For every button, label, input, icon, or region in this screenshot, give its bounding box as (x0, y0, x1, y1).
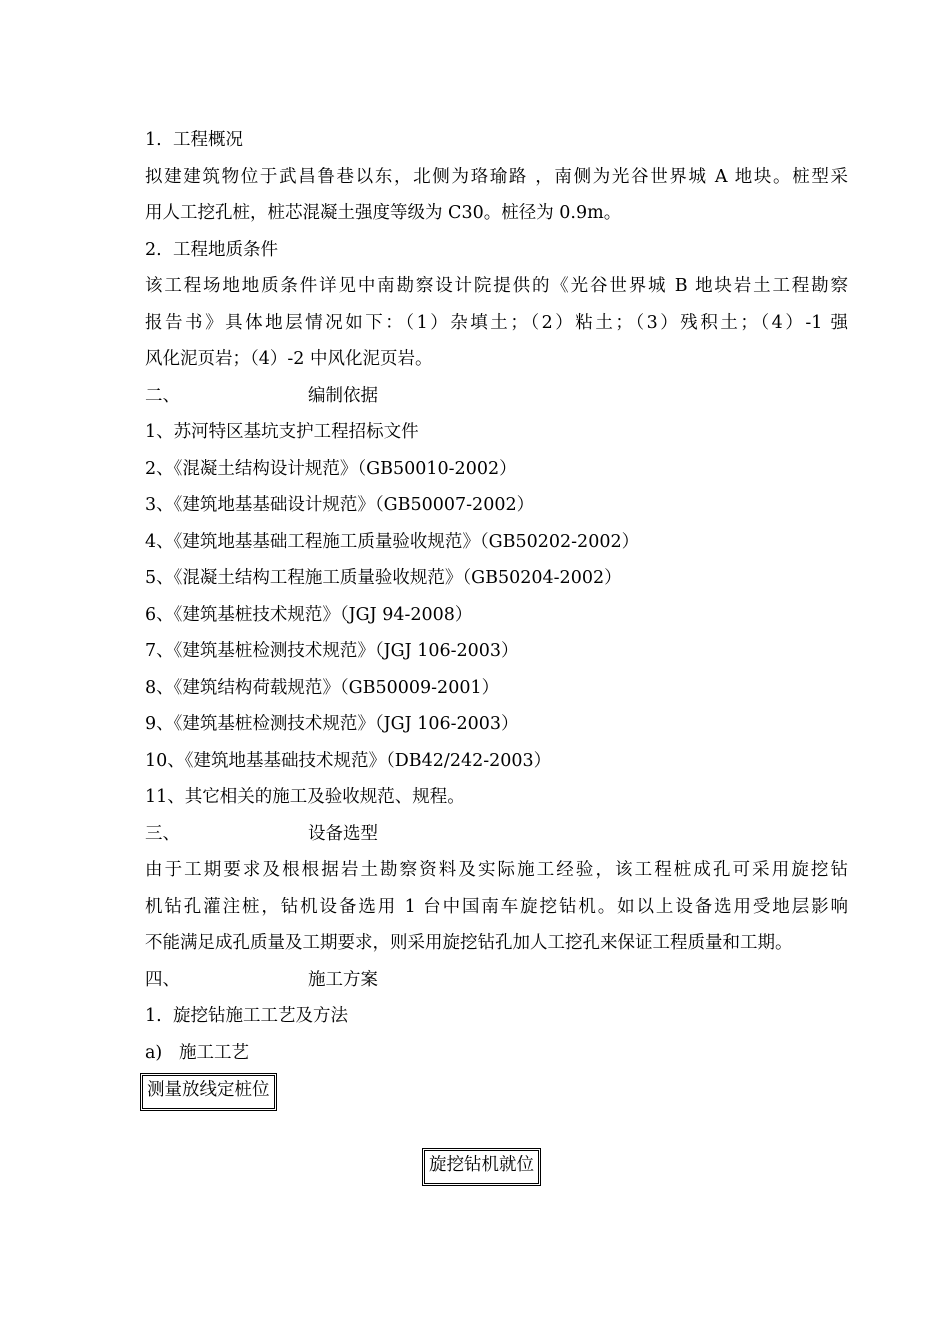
basis-item: 8、《建筑结构荷载规范》（GB50009-2001） (145, 678, 500, 698)
basis-item: 2、《混凝土结构设计规范》（GB50010-2002） (145, 459, 517, 479)
basis-item: 7、《建筑基桩检测技术规范》（JGJ 106-2003） (145, 641, 519, 661)
plan-sub-a-number: a) (145, 1043, 163, 1063)
section1-number: 1. (145, 130, 162, 150)
section1-para-line-2: 用人工挖孔桩，桩芯混凝土强度等级为 C30。桩径为 0.9m。 (145, 203, 622, 223)
section2-para-line-1: 该工程场地地质条件详见中南勘察设计院提供的《光谷世界城 B 地块岩土工程勘察 (145, 276, 848, 296)
basis-item: 1、苏河特区基坑支护工程招标文件 (145, 422, 419, 442)
plan-title: 施工方案 (308, 970, 378, 990)
basis-item: 5、《混凝土结构工程施工质量验收规范》（GB50204-2002） (145, 568, 622, 588)
basis-number: 二、 (145, 386, 180, 406)
section2-number: 2. (145, 240, 162, 260)
section1-title: 工程概况 (173, 130, 243, 150)
basis-title: 编制依据 (308, 386, 378, 406)
section1-heading (145, 128, 243, 152)
section1-para-line-1: 拟建建筑物位于武昌鲁巷以东，北侧为珞瑜路 ，南侧为光谷世界城 A 地块。桩型采 (145, 167, 848, 187)
basis-item: 6、《建筑基桩技术规范》（JGJ 94-2008） (145, 605, 473, 625)
equipment-para-line-2: 机钻孔灌注桩，钻机设备选用 1 台中国南车旋挖钻机。如以上设备选用受地层影响 (145, 897, 848, 917)
plan-number: 四、 (145, 970, 180, 990)
equipment-heading (145, 822, 378, 846)
section2-title: 工程地质条件 (173, 240, 278, 260)
plan-sub-a-title: 施工工艺 (179, 1043, 249, 1063)
equipment-para-line-1: 由于工期要求及根根据岩土勘察资料及实际施工经验，该工程桩成孔可采用旋挖钻 (145, 860, 848, 880)
section2-para-line-2: 报告书》具体地层情况如下：（1）杂填土；（2）粘土；（3）残积土；（4）-1 强 (145, 313, 848, 333)
section2-heading (145, 238, 278, 262)
plan-sub-number: 1. (145, 1006, 162, 1026)
basis-item: 9、《建筑基桩检测技术规范》（JGJ 106-2003） (145, 714, 519, 734)
flow-step-survey-box: 测量放线定桩位 (140, 1073, 277, 1111)
basis-heading (145, 384, 378, 408)
plan-sub-title: 旋挖钻施工工艺及方法 (173, 1006, 348, 1026)
basis-item: 11、其它相关的施工及验收规范、规程。 (145, 787, 465, 807)
plan-subheading (145, 1004, 348, 1028)
basis-item: 4、《建筑地基基础工程施工质量验收规范》（GB50202-2002） (145, 532, 640, 552)
section2-para-line-3: 风化泥页岩；（4）-2 中风化泥页岩。 (145, 349, 433, 369)
equipment-number: 三、 (145, 824, 180, 844)
plan-heading (145, 968, 378, 992)
basis-item: 10、《建筑地基基础技术规范》（DB42/242-2003） (145, 751, 552, 771)
flow-step-drill-position-box: 旋挖钻机就位 (422, 1148, 541, 1186)
equipment-para-line-3: 不能满足成孔质量及工期要求，则采用旋挖钻孔加人工挖孔来保证工程质量和工期。 (145, 933, 793, 953)
plan-sub-a (145, 1041, 249, 1065)
basis-item: 3、《建筑地基基础设计规范》（GB50007-2002） (145, 495, 535, 515)
equipment-title: 设备选型 (308, 824, 378, 844)
